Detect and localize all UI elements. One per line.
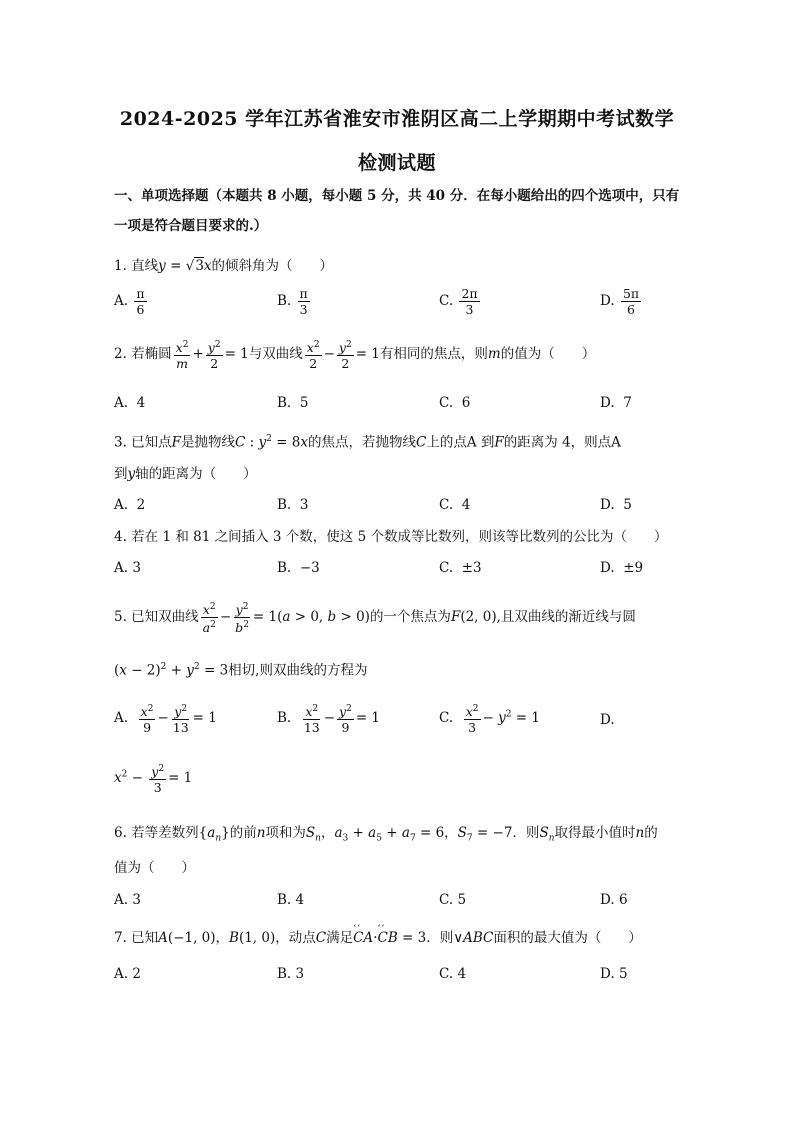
q6-option-a[interactable]: A. 3 [114, 892, 141, 908]
q6-option-c[interactable]: C. 5 [439, 892, 467, 908]
q1-option-d[interactable]: D. $\frac{5\pi}{6}$ [600, 286, 640, 317]
question-6-line2: 值为（ ） [114, 860, 195, 876]
section-heading: 一、单项选择题（本题共 8 小题，每小题 5 分，共 40 分．在每小题给出的四个选项中，只有一项是符合题目要求的.） [114, 188, 680, 234]
q3-option-d[interactable]: D. 5 [600, 497, 632, 513]
q3-option-b[interactable]: B. 3 [277, 497, 309, 513]
q1-option-c[interactable]: C. $\frac{2\pi}{3}$ [439, 286, 478, 317]
q7-option-c[interactable]: C. 4 [439, 966, 467, 982]
q5-option-d-formula: $x^2$ − $\frac{y^2}{3}$ = 1 [114, 764, 193, 796]
q6-option-b[interactable]: B. 4 [277, 892, 305, 908]
question-5-line2: $(x - 2)^2 + y^2 = 3$相切,则双曲线的方程为 [114, 662, 368, 679]
q2-option-b[interactable]: B. 5 [277, 395, 309, 411]
q4-option-a[interactable]: A. 3 [114, 560, 141, 576]
q3-option-c[interactable]: C. 4 [439, 497, 471, 513]
q2-option-d[interactable]: D. 7 [600, 395, 632, 411]
page-title: 2024-2025 学年江苏省淮安市淮阴区高二上学期期中考试数学 [119, 108, 675, 130]
q2-option-c[interactable]: C. 6 [439, 395, 471, 411]
q4-option-b[interactable]: B. −3 [277, 560, 320, 576]
question-3: 3. 已知点F是抛物线C : $y^2 = 8x$的焦点，若抛物线C上的点A 到F的距离为 4，则点A [114, 434, 621, 451]
page-title-line2: 检测试题 [357, 152, 436, 174]
question-2: 2. 若椭圆 $\frac{x^2}{m}$ + $\frac{y^2}{2}$ = 1与双曲线 $\frac{x^2}{2}$ − $\frac{y^2}{2}$ = 1有相同的焦点，则m的值为（ ） [114, 340, 596, 372]
q1-option-b[interactable]: B. $\frac{\pi}{3}$ [277, 286, 308, 317]
question-1: 1. 直线y = √3x的倾斜角为（ ） [114, 258, 334, 274]
question-4: 4. 若在 1 和 81 之间插入 3 个数，使这 5 个数成等比数列，则该等比数列的公比为（ ） [114, 529, 668, 545]
q1-option-a[interactable]: A. $\frac{\pi}{6}$ [114, 286, 145, 317]
q2-option-a[interactable]: A. 4 [114, 395, 146, 411]
q7-option-b[interactable]: B. 3 [277, 966, 305, 982]
q4-option-d[interactable]: D. ±9 [600, 560, 644, 576]
q4-option-c[interactable]: C. ±3 [439, 560, 482, 576]
question-7: 7. 已知A(−1, 0)，B(1, 0)，动点C满足‘‘ CA·‘‘ CB = 3．则∨ABC面积的最大值为（ ） [114, 928, 642, 948]
q5-option-d[interactable]: D. [600, 712, 615, 728]
q7-option-d[interactable]: D. 5 [600, 966, 628, 982]
question-3-line2: 到y轴的距离为（ ） [114, 466, 257, 482]
q3-option-a[interactable]: A. 2 [114, 497, 146, 513]
q6-option-d[interactable]: D. 6 [600, 892, 628, 908]
question-5: 5. 已知双曲线 $\frac{x^2}{a^2}$ − $\frac{y^2}{b^2}$ = 1(a > 0, b > 0)的一个焦点为F(2, 0),且双曲线的渐近线与圆 [114, 602, 636, 636]
question-6: 6. 若等差数列$\{a_n\}$的前n项和为$S_n$，$a_3 + a_5 + a_7 = 6$，$S_7 = -7$．则$S_n$取得最小值时n的 [114, 825, 658, 844]
q7-option-a[interactable]: A. 2 [114, 966, 141, 982]
q5-option-a[interactable]: A. $\frac{x^2}{9}$ − $\frac{y^2}{13}$ = 1 [114, 704, 217, 736]
q5-option-b[interactable]: B. $\frac{x^2}{13}$ − $\frac{y^2}{9}$ = 1 [277, 704, 381, 736]
q5-option-c[interactable]: C. $\frac{x^2}{3}$ − $y^2 = 1$ [439, 704, 540, 736]
